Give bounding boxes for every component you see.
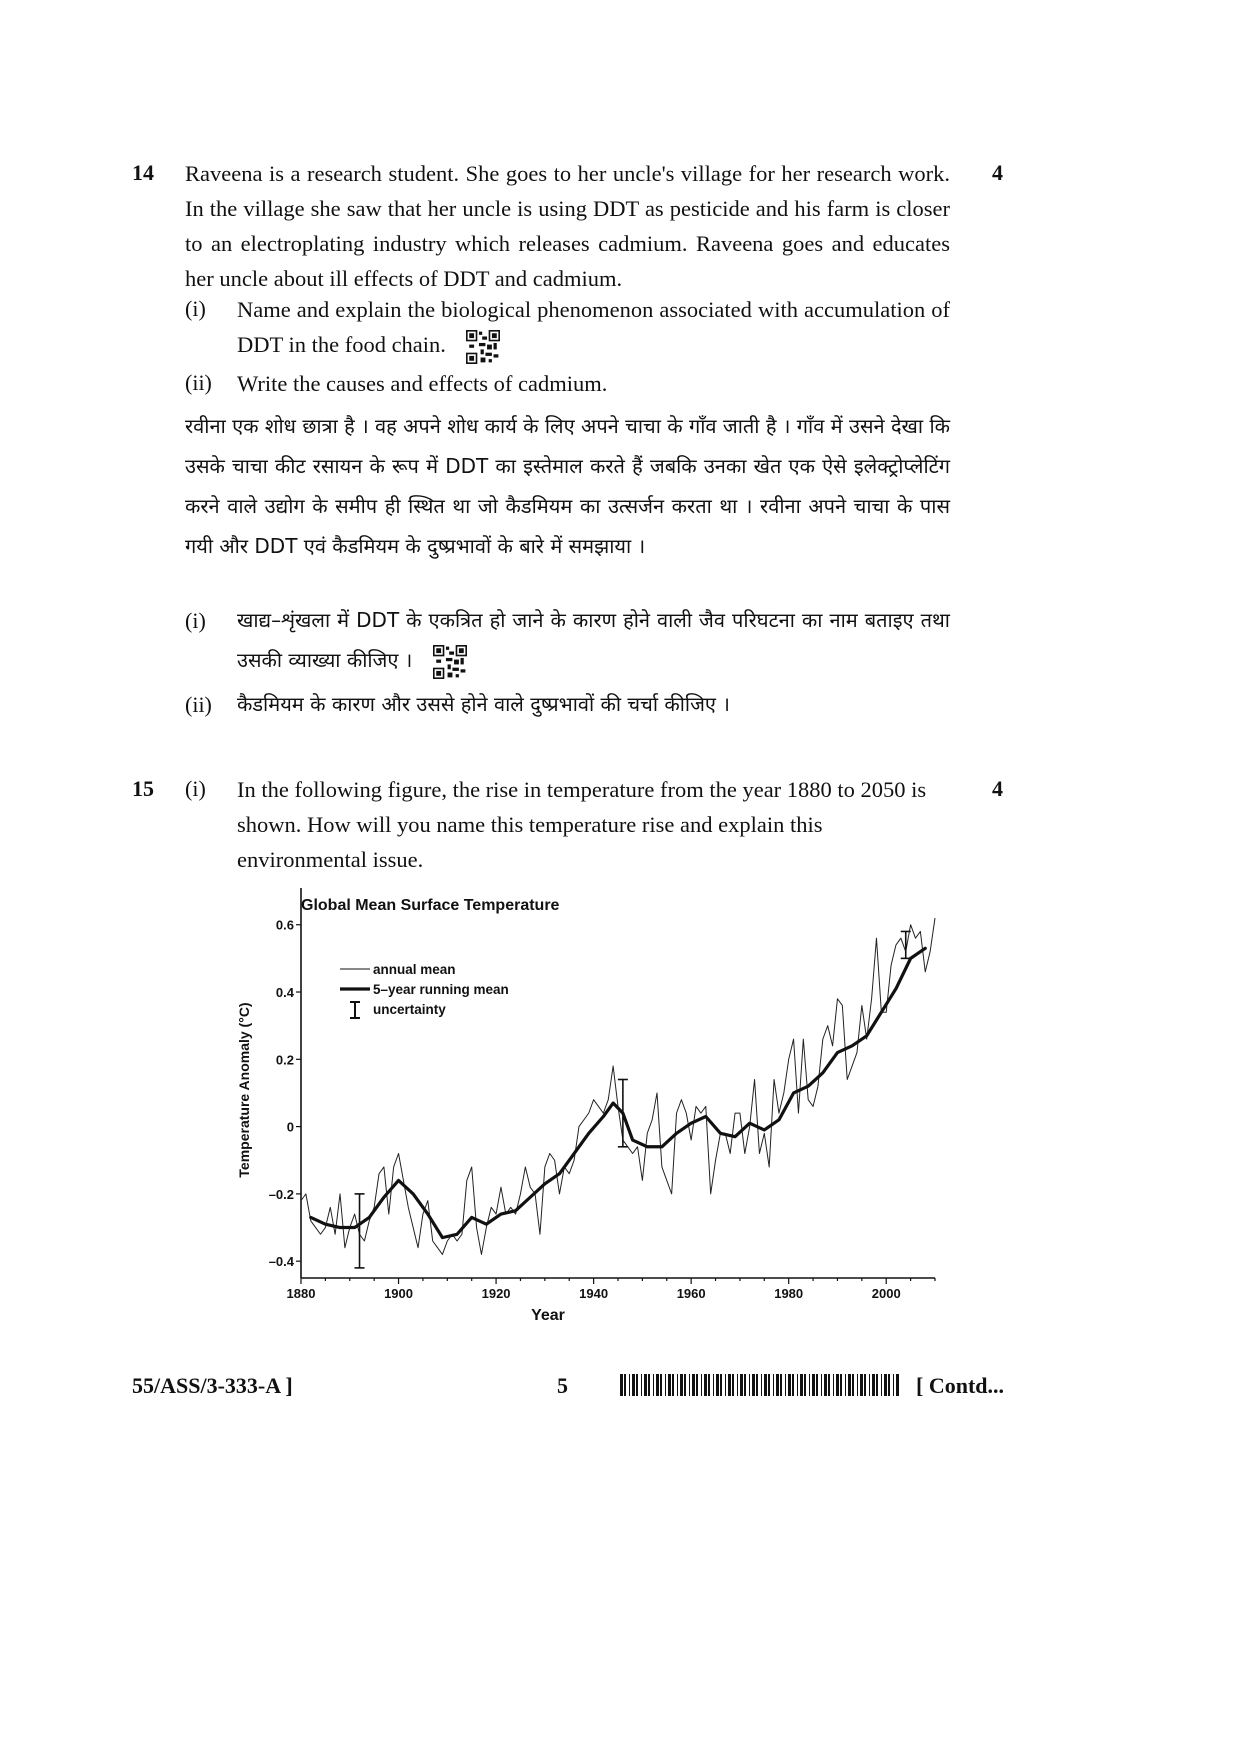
chart-legend: [340, 962, 509, 1018]
q14-en-part-i: [237, 292, 950, 364]
qr-code-icon: [433, 645, 467, 679]
x-tick-label: 1920: [481, 1286, 511, 1301]
paper-code: 55/ASS/3-333-A ]: [132, 1373, 293, 1398]
x-tick-label: 1880: [286, 1286, 316, 1301]
marks-q14: 4: [992, 160, 1003, 185]
question-number-14: 14: [132, 160, 154, 185]
q14-en-part-ii-label: (ii): [185, 370, 212, 395]
q14-hindi-intro: रवीना एक शोध छात्रा है । वह अपने शोध कार्य के लिए अपने चाचा के गाँव जाती है । गाँव में उसने देखा कि उसके चाचा कीट रसायन के रूप में DDT का इस्तेमाल करते हैं जबकि उनका खेत एक ऐसे इलेक्ट्रोप्लेटिंग करने वाले उद्योग के समीप ही स्थित था जो कैडमियम का उत्सर्जन करता था । रवीना अपने चाचा के पास गयी और DDT एवं कैडमियम के दुष्प्रभावों के बारे में समझाया ।: [185, 414, 950, 558]
uncertainty-bar: [901, 931, 911, 958]
continued-label: [ Contd...: [916, 1373, 1005, 1398]
q14-english-intro: Raveena is a research student. She goes to her uncle's village for her research work. In the village she saw that her uncle is using DDT as pesticide and his farm is closer to an electroplating industry which releases cadmium. Raveena goes and educates her uncle about ill effects of DDT and cadmium.: [185, 161, 950, 291]
temperature-chart: [225, 880, 955, 1340]
uncertainty-bar: [355, 1194, 365, 1268]
x-tick-label: 1940: [579, 1286, 609, 1301]
legend-annual-label: annual mean: [373, 962, 456, 977]
q15-text: In the following figure, the rise in temperature from the year 1880 to 2050 is shown. How will you name this temperature rise and explain this environmental issue.: [237, 777, 927, 872]
y-tick-label: 0.2: [275, 1052, 294, 1068]
q14-en-part-i-text: Name and explain the biological phenomenon associated with accumulation of DDT in the food chain.: [237, 297, 950, 357]
y-tick-label: –0.4: [268, 1254, 294, 1270]
x-tick-label: 1960: [676, 1286, 706, 1301]
legend-running-mean-label: 5–year running mean: [373, 982, 509, 997]
y-tick-label: –0.2: [268, 1186, 294, 1202]
y-tick-label: 0.4: [275, 985, 294, 1001]
q14-en-part-ii: Write the causes and effects of cadmium.: [237, 371, 608, 396]
barcode-icon: [620, 1374, 902, 1396]
q14-hi-part-i-text: खाद्य–शृंखला में DDT के एकत्रित हो जाने के कारण होने वाली जैव परिघटना का नाम बताइए तथा उसकी व्याख्या कीजिए ।: [237, 608, 950, 672]
question-number-15: 15: [132, 776, 154, 801]
qr-code-icon: [466, 330, 500, 364]
x-tick-label: 2000: [871, 1286, 901, 1301]
legend-uncertainty-label: uncertainty: [373, 1002, 446, 1017]
q14-hi-part-ii: कैडमियम के कारण और उससे होने वाले दुष्प्रभावों की चर्चा कीजिए ।: [237, 692, 730, 716]
chart-title: Global Mean Surface Temperature: [301, 897, 560, 914]
legend-uncertainty-swatch: [350, 1002, 360, 1018]
q14-hi-part-i-label: (i): [185, 608, 206, 633]
q14-en-part-i-label: (i): [185, 296, 206, 321]
chart-x-axis-label: Year: [531, 1307, 565, 1324]
q14-hi-part-ii-label: (ii): [185, 692, 212, 717]
y-tick-label: 0.6: [275, 917, 294, 933]
y-tick-label: 0: [286, 1119, 294, 1135]
page-number: 5: [557, 1373, 568, 1398]
marks-q15: 4: [992, 776, 1003, 801]
chart-y-axis-label: Temperature Anomaly (°C): [236, 1002, 252, 1178]
x-tick-label: 1980: [774, 1286, 804, 1301]
q15-part-i-label: (i): [185, 776, 206, 801]
q14-hi-part-i: [237, 600, 950, 680]
x-tick-label: 1900: [384, 1286, 413, 1301]
